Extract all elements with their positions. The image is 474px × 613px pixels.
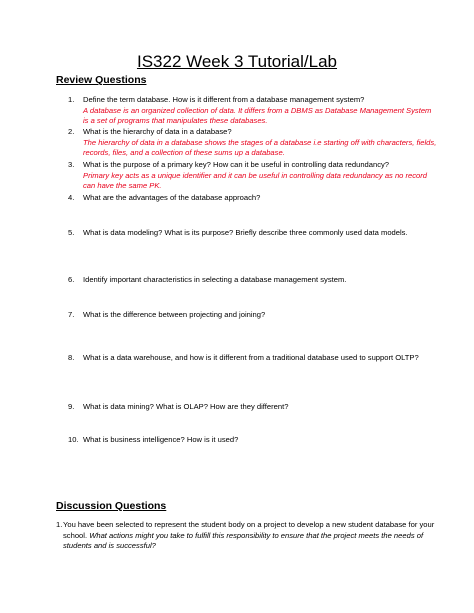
question-text: What is data modeling? What is its purpose? Briefly describe three commonly used data models. (83, 228, 408, 237)
question-text: What is a data warehouse, and how is it different from a traditional database used to support OLTP? (83, 353, 419, 362)
question-number: 4. (68, 193, 75, 202)
question-text: You have been selected to represent the student body on a project to develop a new student database for your school. (63, 520, 435, 540)
review-question-6 (68, 275, 438, 286)
review-question-3 (68, 160, 438, 192)
discussion-questions-heading: Discussion Questions (56, 500, 167, 512)
question-number: 9. (68, 402, 75, 411)
question-text: What is data mining? What is OLAP? How are they different? (83, 402, 289, 411)
question-number: 1. (56, 520, 63, 529)
review-question-5 (68, 228, 438, 239)
question-number: 8. (68, 353, 75, 362)
review-questions-heading: Review Questions (56, 74, 147, 86)
question-text: What is the purpose of a primary key? How can it be useful in controlling data redundancy? (83, 160, 390, 169)
question-italic-text: What actions might you take to fulfill this responsibility to ensure that the project meets the needs of students and is successful? (63, 530, 424, 550)
review-question-10 (68, 435, 438, 446)
question-number: 1. (68, 95, 75, 104)
question-number: 5. (68, 228, 75, 237)
question-number: 10. (68, 435, 79, 444)
answer-text: The hierarchy of data in a database shows the stages of a database i.e starting off with characters, fields, records, files, and a collection of these sums up a database. (83, 137, 437, 157)
review-question-2 (68, 127, 438, 159)
answer-text: Primary key acts as a unique identifier and it can be useful in controlling data redundancy as no record can have the same PK. (83, 170, 428, 190)
question-text: Define the term database. How is it different from a database management system? (83, 95, 365, 104)
question-text: What are the advantages of the database approach? (83, 193, 261, 202)
review-question-9 (68, 402, 438, 413)
question-number: 7. (68, 310, 75, 319)
question-number: 3. (68, 160, 75, 169)
question-number: 2. (68, 127, 75, 136)
review-question-7 (68, 310, 438, 321)
question-text: What is business intelligence? How is it used? (83, 435, 239, 444)
discussion-question-1 (56, 520, 436, 552)
question-number: 6. (68, 275, 75, 284)
review-question-1 (68, 95, 438, 127)
review-question-8 (68, 353, 438, 364)
page-title: IS322 Week 3 Tutorial/Lab (136, 52, 338, 71)
review-question-4 (68, 193, 438, 204)
question-text: What is the hierarchy of data in a database? (83, 127, 232, 136)
answer-text: A database is an organized collection of data. It differs from a DBMS as Database Management System is a set of programs that manipulates these databases. (83, 105, 432, 125)
question-text: What is the difference between projecting and joining? (83, 310, 266, 319)
question-text: Identify important characteristics in selecting a database management system. (83, 275, 347, 284)
